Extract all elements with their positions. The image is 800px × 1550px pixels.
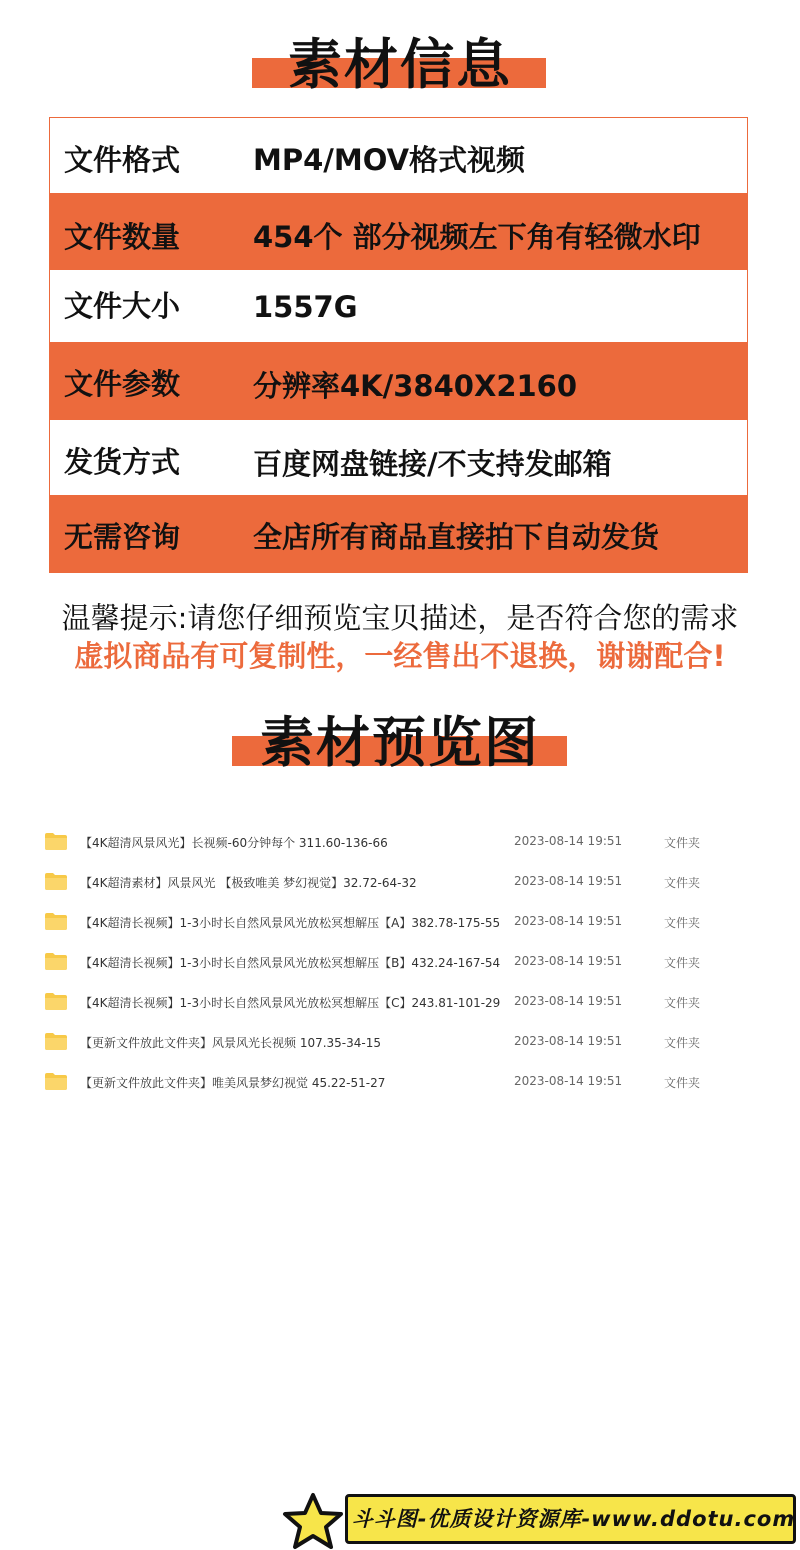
file-type: 文件夹 [664,836,701,850]
info-value: MP4/MOV格式视频 [253,143,526,177]
file-name: 【4K超清长视频】1-3小时长自然风景风光放松冥想解压【A】382.78-175-55 [80,916,501,930]
footer-text: 斗斗图-优质设计资源库-www.ddotu.com [351,1507,796,1531]
info-value: 454个 部分视频左下角有轻微水印 [253,220,701,254]
folder-icon [45,833,67,850]
footer-link-box[interactable] [345,1494,796,1544]
info-row [50,495,747,572]
folder-icon [45,993,67,1010]
file-row[interactable] [0,1062,800,1102]
file-date: 2023-08-14 19:51 [514,874,623,888]
file-date: 2023-08-14 19:51 [514,994,623,1008]
info-value: 分辨率4K/3840X2160 [253,369,578,403]
file-name: 【4K超清长视频】1-3小时长自然风景风光放松冥想解压【B】432.24-167-54 [80,956,501,970]
file-date: 2023-08-14 19:51 [514,1074,623,1088]
info-row [50,193,747,270]
folder-icon [45,953,67,970]
file-row[interactable] [0,862,800,902]
file-row[interactable] [0,902,800,942]
info-row [50,270,747,342]
info-row [50,420,747,495]
section-title-info [0,18,800,98]
file-name: 【4K超清素材】风景风光 【极致唯美 梦幻视觉】32.72-64-32 [80,876,417,890]
file-name: 【4K超清风景风光】长视频-60分钟每个 311.60-136-66 [80,836,388,850]
file-date: 2023-08-14 19:51 [514,914,623,928]
file-type: 文件夹 [664,876,701,890]
info-value: 全店所有商品直接拍下自动发货 [253,520,660,554]
file-row[interactable] [0,1022,800,1062]
notice-warning: 虚拟商品有可复制性，一经售出不退换，谢谢配合! [74,639,726,673]
info-row [50,118,747,193]
footer-banner [280,1490,800,1550]
info-label: 无需咨询 [64,520,181,554]
info-label: 发货方式 [64,445,181,479]
info-label: 文件格式 [64,143,181,177]
info-label: 文件数量 [64,220,181,254]
file-name: 【更新文件放此文件夹】唯美风景梦幻视觉 45.22-51-27 [80,1076,386,1090]
file-name: 【4K超清长视频】1-3小时长自然风景风光放松冥想解压【C】243.81-101-29 [80,996,501,1010]
file-date: 2023-08-14 19:51 [514,834,623,848]
file-type: 文件夹 [664,1076,701,1090]
info-label: 文件大小 [64,289,181,323]
file-type: 文件夹 [664,996,701,1010]
folder-icon [45,873,67,890]
file-row[interactable] [0,982,800,1022]
section-title-preview [0,698,800,778]
file-type: 文件夹 [664,1036,701,1050]
info-value: 百度网盘链接/不支持发邮箱 [253,447,612,481]
star-icon [282,1492,344,1550]
info-row [50,342,747,420]
file-date: 2023-08-14 19:51 [514,954,623,968]
info-section-title: 素材信息 [288,33,512,96]
file-row[interactable] [0,942,800,982]
notice-tip: 温馨提示:请您仔细预览宝贝描述，是否符合您的需求 [61,601,739,635]
folder-icon [45,1033,67,1050]
folder-icon [45,913,67,930]
info-table [49,117,748,573]
file-type: 文件夹 [664,916,701,930]
file-date: 2023-08-14 19:51 [514,1034,623,1048]
info-value: 1557G [253,290,358,324]
file-row[interactable] [0,822,800,862]
info-label: 文件参数 [64,367,181,401]
preview-section-title: 素材预览图 [260,711,540,774]
file-type: 文件夹 [664,956,701,970]
folder-icon [45,1073,67,1090]
file-name: 【更新文件放此文件夹】风景风光长视频 107.35-34-15 [80,1036,382,1050]
